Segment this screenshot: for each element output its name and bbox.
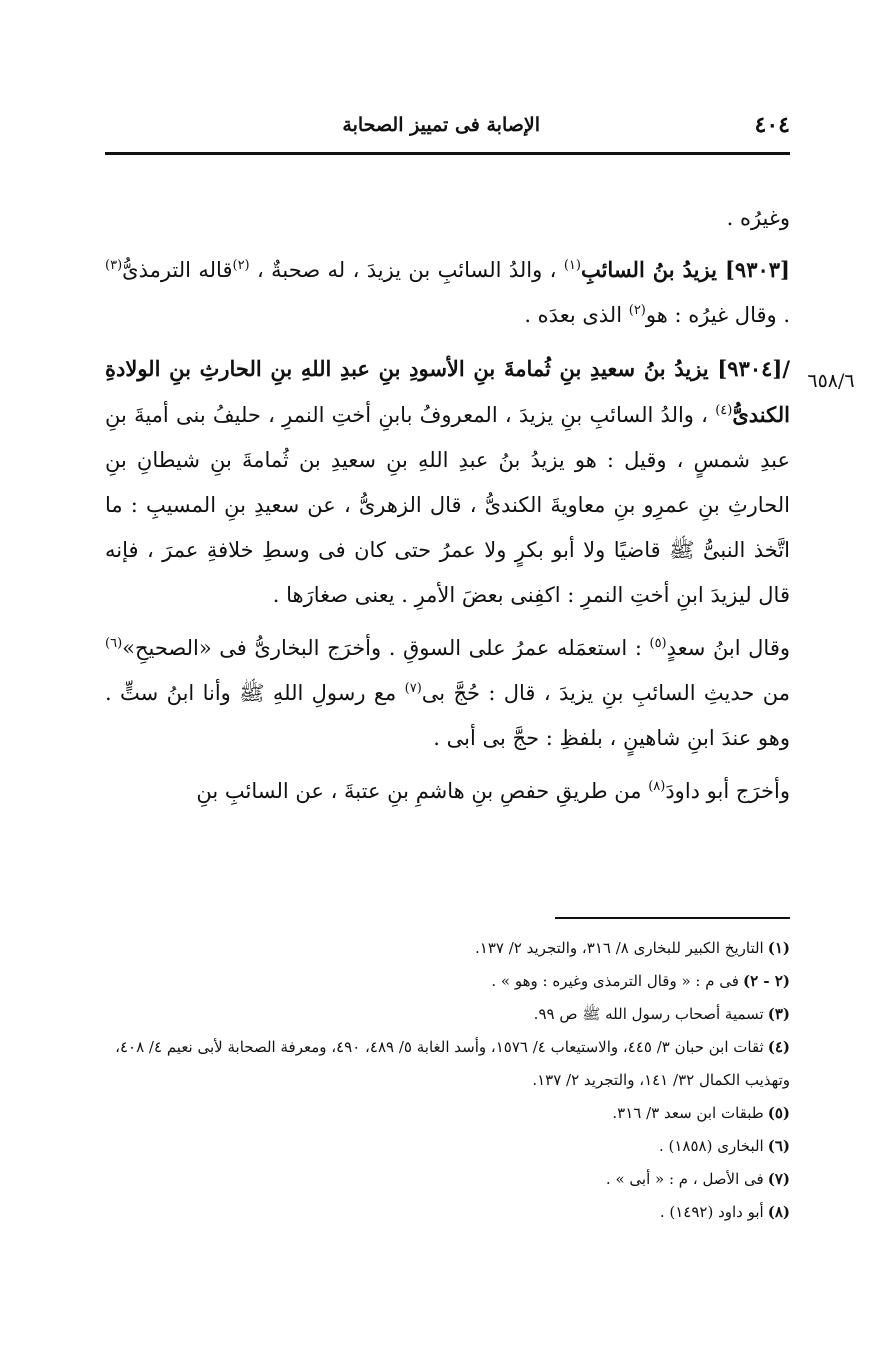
entry-9304	[105, 346, 790, 618]
footnote-marker: (٢)	[232, 258, 250, 273]
paragraph-text: : استعمَله عمرُ على السوقِ . وأخرَج البخارىُّ فى «الصحيحِ»	[122, 636, 642, 660]
paragraph-abu-dawud	[105, 769, 790, 814]
footnote-3: (٣)تسمية أصحاب رسول الله ﷺ ص ٩٩.	[533, 1005, 790, 1023]
paragraph-ibn-saad	[105, 626, 790, 761]
continuation-text: وغيرُه .	[726, 206, 790, 230]
paragraph-continuation	[105, 196, 790, 241]
footnote-marker: (٣)	[105, 258, 123, 273]
footnote-marker: (٦)	[105, 636, 123, 651]
entry-title: [٩٣٠٣] يزيدُ بنُ السائبِ	[580, 257, 790, 282]
footnote-marker: (٨)	[648, 779, 666, 794]
footnote-separator	[555, 917, 790, 919]
running-title: الإصابة فى تمييز الصحابة	[342, 114, 540, 136]
footnote-marker: (٤)	[715, 403, 733, 418]
header-rule	[105, 152, 790, 155]
footnote-marker: (٥)	[649, 636, 667, 651]
page-number: ٤٠٤	[754, 112, 790, 138]
entry-text: . وقال غيرُه : هو	[645, 303, 790, 327]
entry-title: [٩٣٠٤] يزيدُ بنُ سعيدِ بنِ ثُمامةَ بنِ الأسودِ بنِ عبدِ اللهِ بنِ الحارثِ بنِ الولادةِ الكندىُّ	[105, 356, 790, 427]
entry-text: ، والدُ السائبِ بنِ يزيدَ ، المعروفُ بابنِ أختِ النمرِ ، حليفُ بنى أميةَ بنِ عبدِ شمسٍ ، وقيل : هو يزيدُ بنُ عبدِ اللهِ بنِ سعيدِ بن ثُمامةَ بنِ شيطانِ بنِ الحارثِ بنِ عمرِو بنِ معاويةَ الكندىُّ ، قال الزهرىُّ ، عن سعيدِ بنِ المسيبِ : ما اتَّخذ النبىُّ ﷺ قاضيًا ولا أبو بكرٍ ولا عمرُ حتى كان فى وسطِ خلافةِ عمرَ ، فإنه قال ليزيدَ ابنِ أختِ النمرِ : اكفِنى بعضَ الأمرِ . يعنى صغارَها .	[105, 403, 790, 607]
margin-reference: ٦٥٨/٦	[807, 370, 855, 392]
footnote-8: (٨)أبو داود (١٤٩٢) .	[659, 1203, 790, 1221]
footnote-2: (٢ - ٢)فى م : « وقال الترمذى وغيره : وهو » .	[491, 972, 790, 990]
footnote-6: (٦)البخارى (١٨٥٨) .	[658, 1137, 790, 1155]
paragraph-text: من طريقِ حفصِ بنِ هاشمِ بنِ عتبةَ ، عن السائبِ بنِ	[196, 779, 642, 803]
paragraph-text: من حديثِ السائبِ بنِ يزيدَ ، قال : حُجَّ بى	[421, 681, 790, 705]
footnote-5: (٥)طبقات ابن سعد ٣/ ٣١٦.	[612, 1104, 790, 1122]
footnote-marker: (١)	[563, 258, 581, 273]
footnote-4: (٤)ثقات ابن حبان ٣/ ٤٤٥، والاستيعاب ٤/ ١٥٧٦، وأسد الغابة ٥/ ٤٨٩، ٤٩٠، ومعرفة الصحابة لأبى نعيم ٤/ ٤٠٨، وتهذيب الكمال ٣٢/ ١٤١، والتجريد ٢/ ١٣٧.	[115, 1038, 790, 1089]
entry-9303	[105, 247, 790, 338]
entry-text: ، والدُ السائبِ بن يزيدَ ، له صحبةٌ ،	[257, 258, 557, 282]
entry-text: الذى بعدَه .	[524, 303, 623, 327]
footnote-1: (١)التاريخ الكبير للبخارى ٨/ ٣١٦، والتجريد ٢/ ١٣٧.	[475, 939, 790, 957]
main-text	[105, 196, 790, 822]
footnote-7: (٧)فى الأصل ، م : « أبى » .	[605, 1170, 790, 1188]
paragraph-text: وقال ابنُ سعدٍ	[666, 636, 791, 660]
page-header	[105, 106, 790, 152]
footnotes	[105, 932, 790, 1229]
entry-text: قاله الترمذىُّ	[122, 258, 233, 282]
paragraph-text: وأخرَج أبو داودَ	[665, 779, 790, 803]
page-break-slash: /	[782, 356, 790, 381]
paragraph-text: مع رسولِ اللهِ ﷺ وأنا ابنُ ستٍّ . وهو عندَ ابنِ شاهينٍ ، بلفظِ : حجَّ بى أبى .	[105, 681, 790, 750]
footnote-marker: (٢)	[628, 303, 646, 318]
footnote-marker: (٧)	[404, 681, 422, 696]
